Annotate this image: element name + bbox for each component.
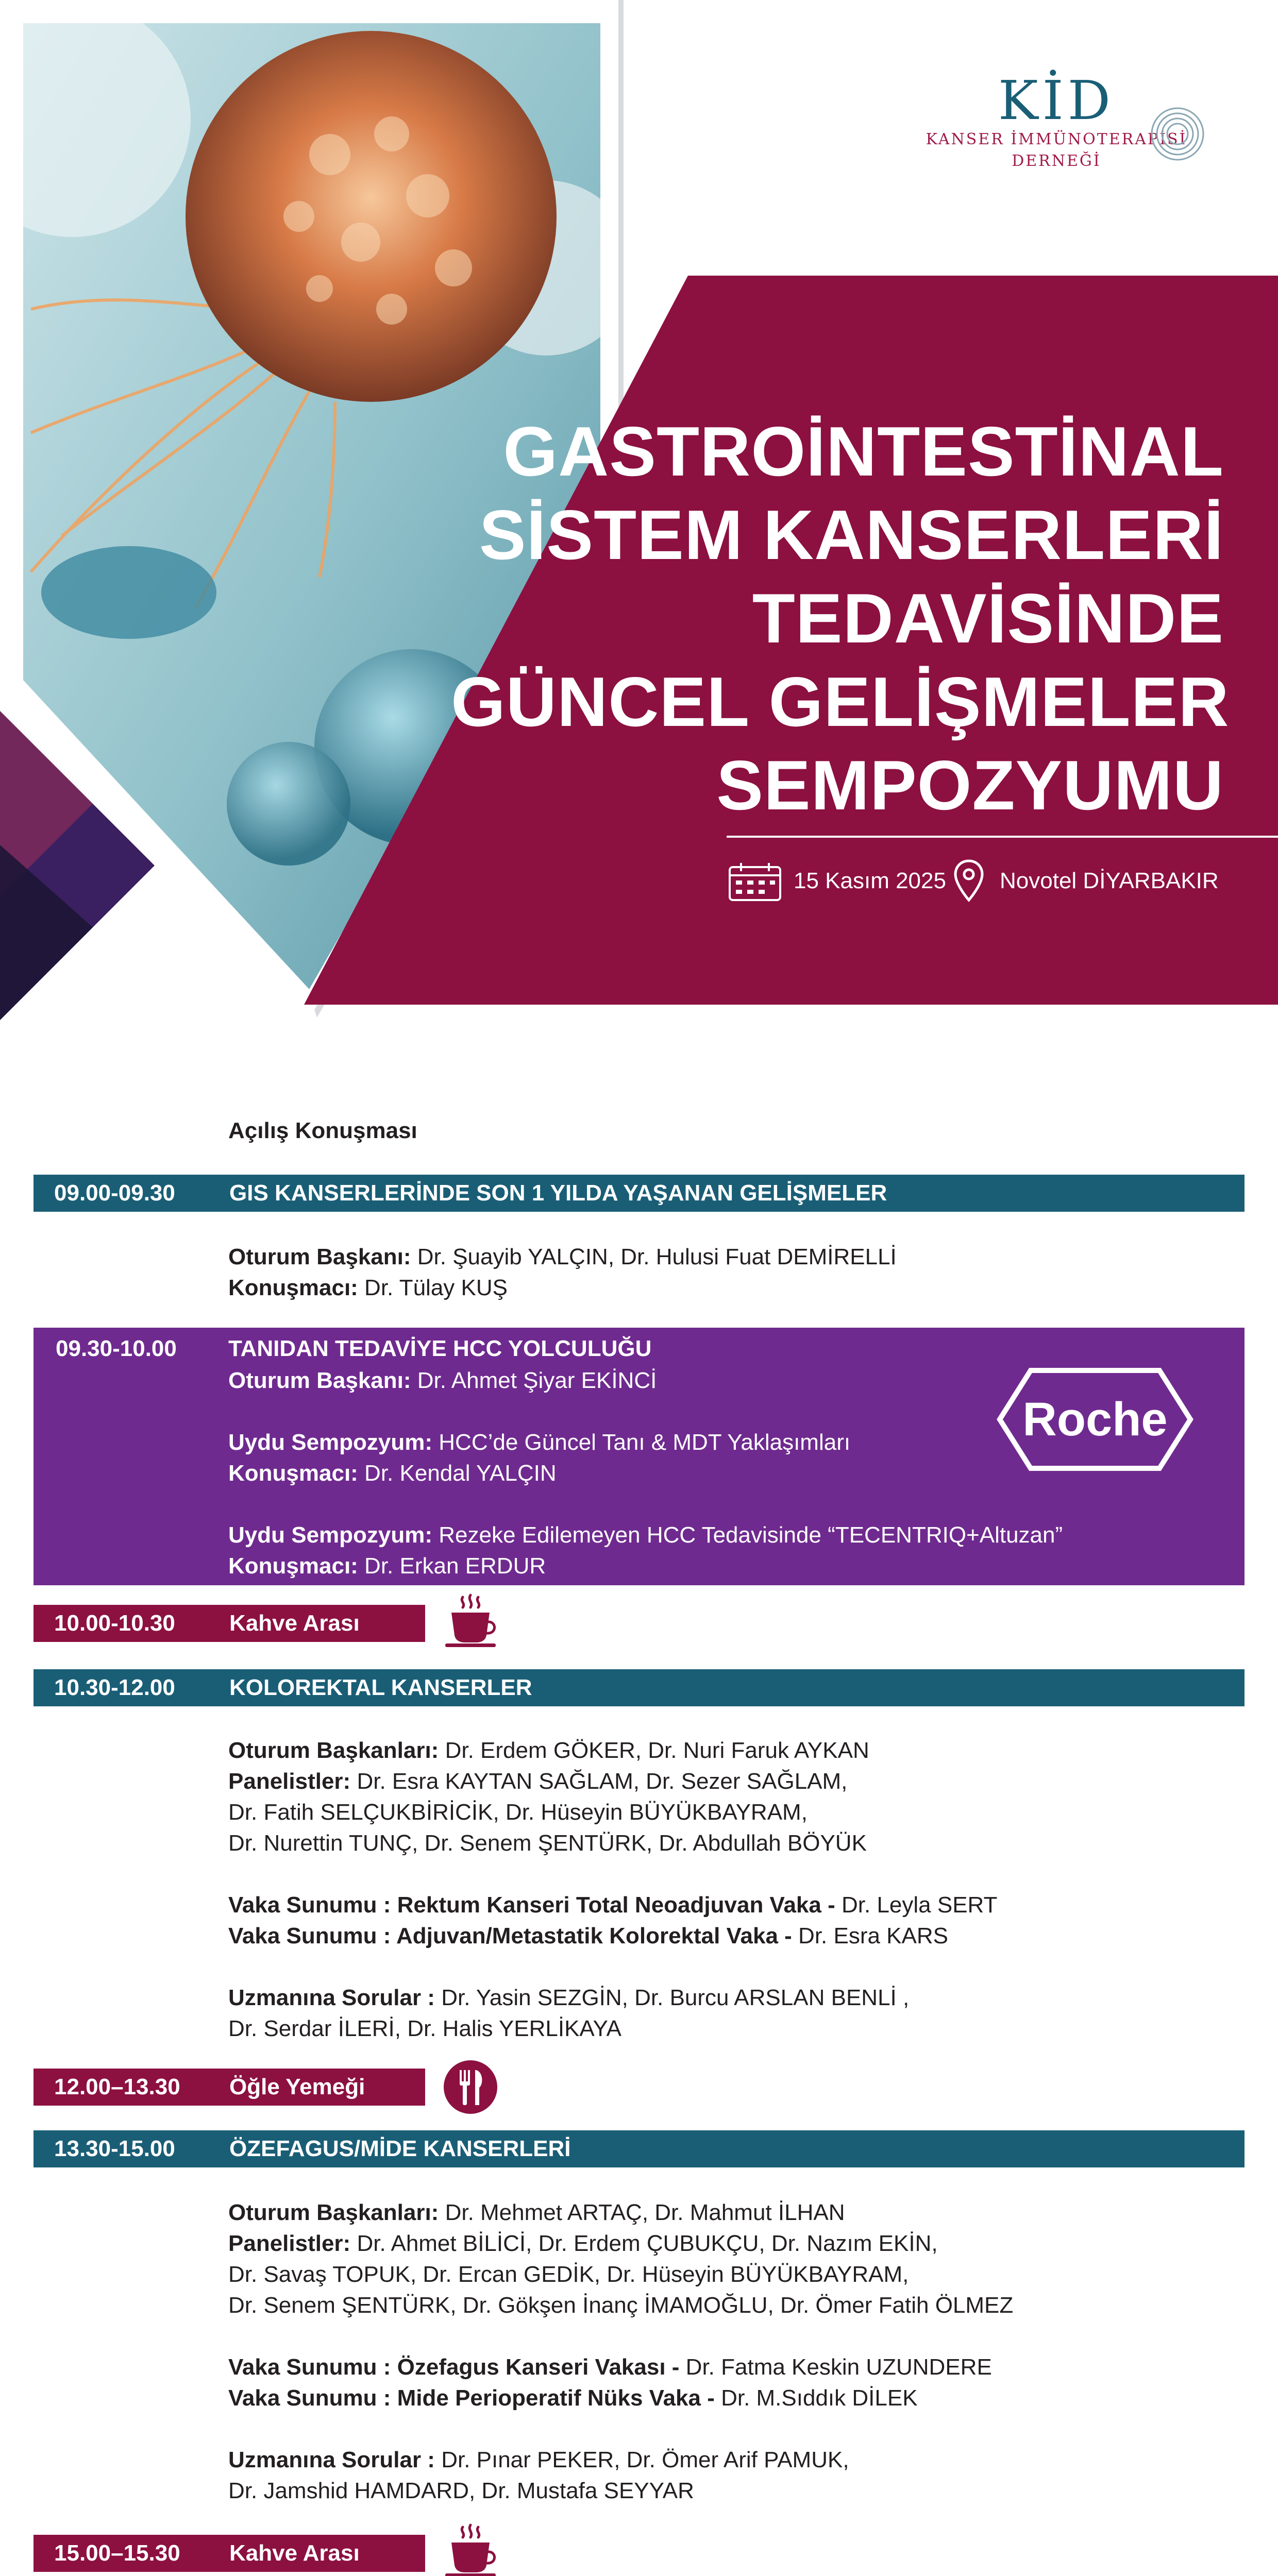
kid-logo <box>886 69 1226 206</box>
chair-label: Oturum Başkanı: <box>228 1368 411 1393</box>
coffee-cup-icon <box>442 1592 499 1649</box>
panel-names: Dr. Ahmet BİLİCİ, Dr. Erdem ÇUBUKÇU, Dr. Nazım EKİN, <box>350 2231 938 2256</box>
session-time: 13.30-15.00 <box>54 2136 175 2161</box>
case-label: Vaka Sunumu : Adjuvan/Metastatik Kolorektal Vaka - <box>228 1923 792 1948</box>
speaker-names: Dr. Erkan ERDUR <box>358 1553 546 1579</box>
case-presenter: Dr. Esra KARS <box>792 1923 948 1948</box>
speaker-label: Konuşmacı: <box>228 1553 358 1579</box>
session-bar <box>33 1669 1245 1706</box>
break-time: 10.00-10.30 <box>54 1611 175 1636</box>
session-header <box>56 1333 1076 1364</box>
logo-subtitle-1: KANSER İMMÜNOTERAPİSİ <box>926 130 1187 148</box>
title-line: GÜNCEL GELİŞMELER <box>451 663 1230 741</box>
session-details <box>228 2197 1249 2506</box>
session-title: ÖZEFAGUS/MİDE KANSERLERİ <box>229 2136 571 2161</box>
ask-names: Dr. Pınar PEKER, Dr. Ömer Arif PAMUK, <box>434 2447 849 2472</box>
logo-subtitle-2: DERNEĞİ <box>1012 152 1101 170</box>
logo-swirl-icon <box>1147 103 1208 165</box>
chair-names: Dr. Mehmet ARTAÇ, Dr. Mahmut İLHAN <box>439 2200 845 2225</box>
session-bar <box>33 1175 1245 1212</box>
chair-names: Dr. Erdem GÖKER, Dr. Nuri Faruk AYKAN <box>439 1738 869 1763</box>
panel-label: Panelistler: <box>228 1769 351 1794</box>
event-info <box>727 858 1242 904</box>
title-line: SEMPOZYUMU <box>716 746 1224 824</box>
session-details <box>228 1735 1249 2044</box>
ask-names: Dr. Serdar İLERİ, Dr. Halis YERLİKAYA <box>228 2016 621 2041</box>
logo-name: KİD <box>998 69 1115 132</box>
panel-names: Dr. Nurettin TUNÇ, Dr. Senem ŞENTÜRK, Dr. Abdullah BÖYÜK <box>228 1831 867 1856</box>
title-line: GASTROİNTESTİNAL <box>503 412 1224 490</box>
title-line: TEDAVİSİNDE <box>752 579 1224 657</box>
ask-names: Dr. Yasin SEZGİN, Dr. Burcu ARSLAN BENLİ , <box>434 1985 910 2010</box>
session-time: 10.30-12.00 <box>54 1675 175 1700</box>
opening-speech <box>228 1115 1249 1146</box>
roche-logo-text: Roche <box>1022 1393 1168 1446</box>
break-time: 15.00–15.30 <box>54 2540 180 2566</box>
session-details <box>228 1242 1249 1303</box>
ask-label: Uzmanına Sorular : <box>228 1985 435 2010</box>
session-title: KOLOREKTAL KANSERLER <box>229 1675 532 1700</box>
session-bar <box>33 2130 1245 2167</box>
session-time: 09.00-09.30 <box>54 1180 175 1206</box>
session-title: TANIDAN TEDAVİYE HCC YOLCULUĞU <box>228 1336 652 1361</box>
case-label: Vaka Sunumu : Rektum Kanseri Total Neoadjuvan Vaka - <box>228 1892 835 1918</box>
panel-label: Panelistler: <box>228 2231 351 2256</box>
case-presenter: Dr. M.Sıddık DİLEK <box>714 2385 918 2411</box>
event-title <box>451 410 1230 827</box>
chair-names: Dr. Ahmet Şiyar EKİNCİ <box>411 1368 657 1393</box>
ask-names: Dr. Jamshid HAMDARD, Dr. Mustafa SEYYAR <box>228 2478 694 2503</box>
panel-names: Dr. Esra KAYTAN SAĞLAM, Dr. Sezer SAĞLAM, <box>350 1769 848 1794</box>
chairs-label: Oturum Başkanları: <box>228 1738 439 1763</box>
title-divider <box>727 836 1278 838</box>
speaker-label: Konuşmacı: <box>228 1275 358 1300</box>
case-presenter: Dr. Leyla SERT <box>835 1892 998 1918</box>
break-time: 12.00–13.30 <box>54 2074 180 2099</box>
panel-names: Dr. Fatih SELÇUKBİRİCİK, Dr. Hüseyin BÜYÜKBAYRAM, <box>228 1800 808 1825</box>
break-bar <box>33 2535 425 2572</box>
session-title: GIS KANSERLERİNDE SON 1 YILDA YAŞANAN GELİŞMELER <box>229 1180 887 1206</box>
break-bar <box>33 1605 425 1642</box>
chair-label: Oturum Başkanı: <box>228 1244 411 1269</box>
coffee-cup-icon <box>442 2522 499 2576</box>
event-date: 15 Kasım 2025 <box>794 868 946 893</box>
speaker-names: Dr. Kendal YALÇIN <box>358 1461 557 1486</box>
calendar-icon <box>727 862 783 903</box>
break-bar <box>33 2069 425 2106</box>
satellite-title: HCC’de Güncel Tanı & MDT Yaklaşımları <box>432 1430 851 1455</box>
speaker-names: Dr. Tülay KUŞ <box>358 1275 508 1300</box>
break-label: Kahve Arası <box>229 2540 360 2566</box>
satellite-label: Uydu Sempozyum: <box>228 1430 433 1455</box>
panel-names: Dr. Savaş TOPUK, Dr. Ercan GEDİK, Dr. Hüseyin BÜYÜKBAYRAM, <box>228 2262 909 2287</box>
session-time: 09.30-10.00 <box>56 1336 177 1361</box>
break-label: Kahve Arası <box>229 1611 360 1636</box>
opening-label: Açılış Konuşması <box>228 1118 417 1143</box>
break-label: Öğle Yemeği <box>229 2074 365 2099</box>
case-label: Vaka Sunumu : Özefagus Kanseri Vakası - <box>228 2354 680 2380</box>
chair-names: Dr. Şuayib YALÇIN, Dr. Hulusi Fuat DEMİRELLİ <box>411 1244 897 1269</box>
satellite-label: Uydu Sempozyum: <box>228 1522 433 1548</box>
case-label: Vaka Sunumu : Mide Perioperatif Nüks Vaka - <box>228 2385 715 2411</box>
chairs-label: Oturum Başkanları: <box>228 2200 439 2225</box>
case-presenter: Dr. Fatma Keskin UZUNDERE <box>679 2354 992 2380</box>
speaker-label: Konuşmacı: <box>228 1461 358 1486</box>
fork-knife-icon <box>442 2059 499 2115</box>
panel-names: Dr. Senem ŞENTÜRK, Dr. Gökşen İnanç İMAMOĞLU, Dr. Ömer Fatih ÖLMEZ <box>228 2293 1014 2318</box>
event-venue: Novotel DİYARBAKIR <box>1000 868 1219 893</box>
ask-label: Uzmanına Sorular : <box>228 2447 435 2472</box>
satellite-title: Rezeke Edilemeyen HCC Tedavisinde “TECENTRIQ+Altuzan” <box>432 1522 1063 1548</box>
title-line: SİSTEM KANSERLERİ <box>479 496 1224 574</box>
roche-logo <box>995 1365 1196 1473</box>
location-pin-icon <box>953 859 984 903</box>
